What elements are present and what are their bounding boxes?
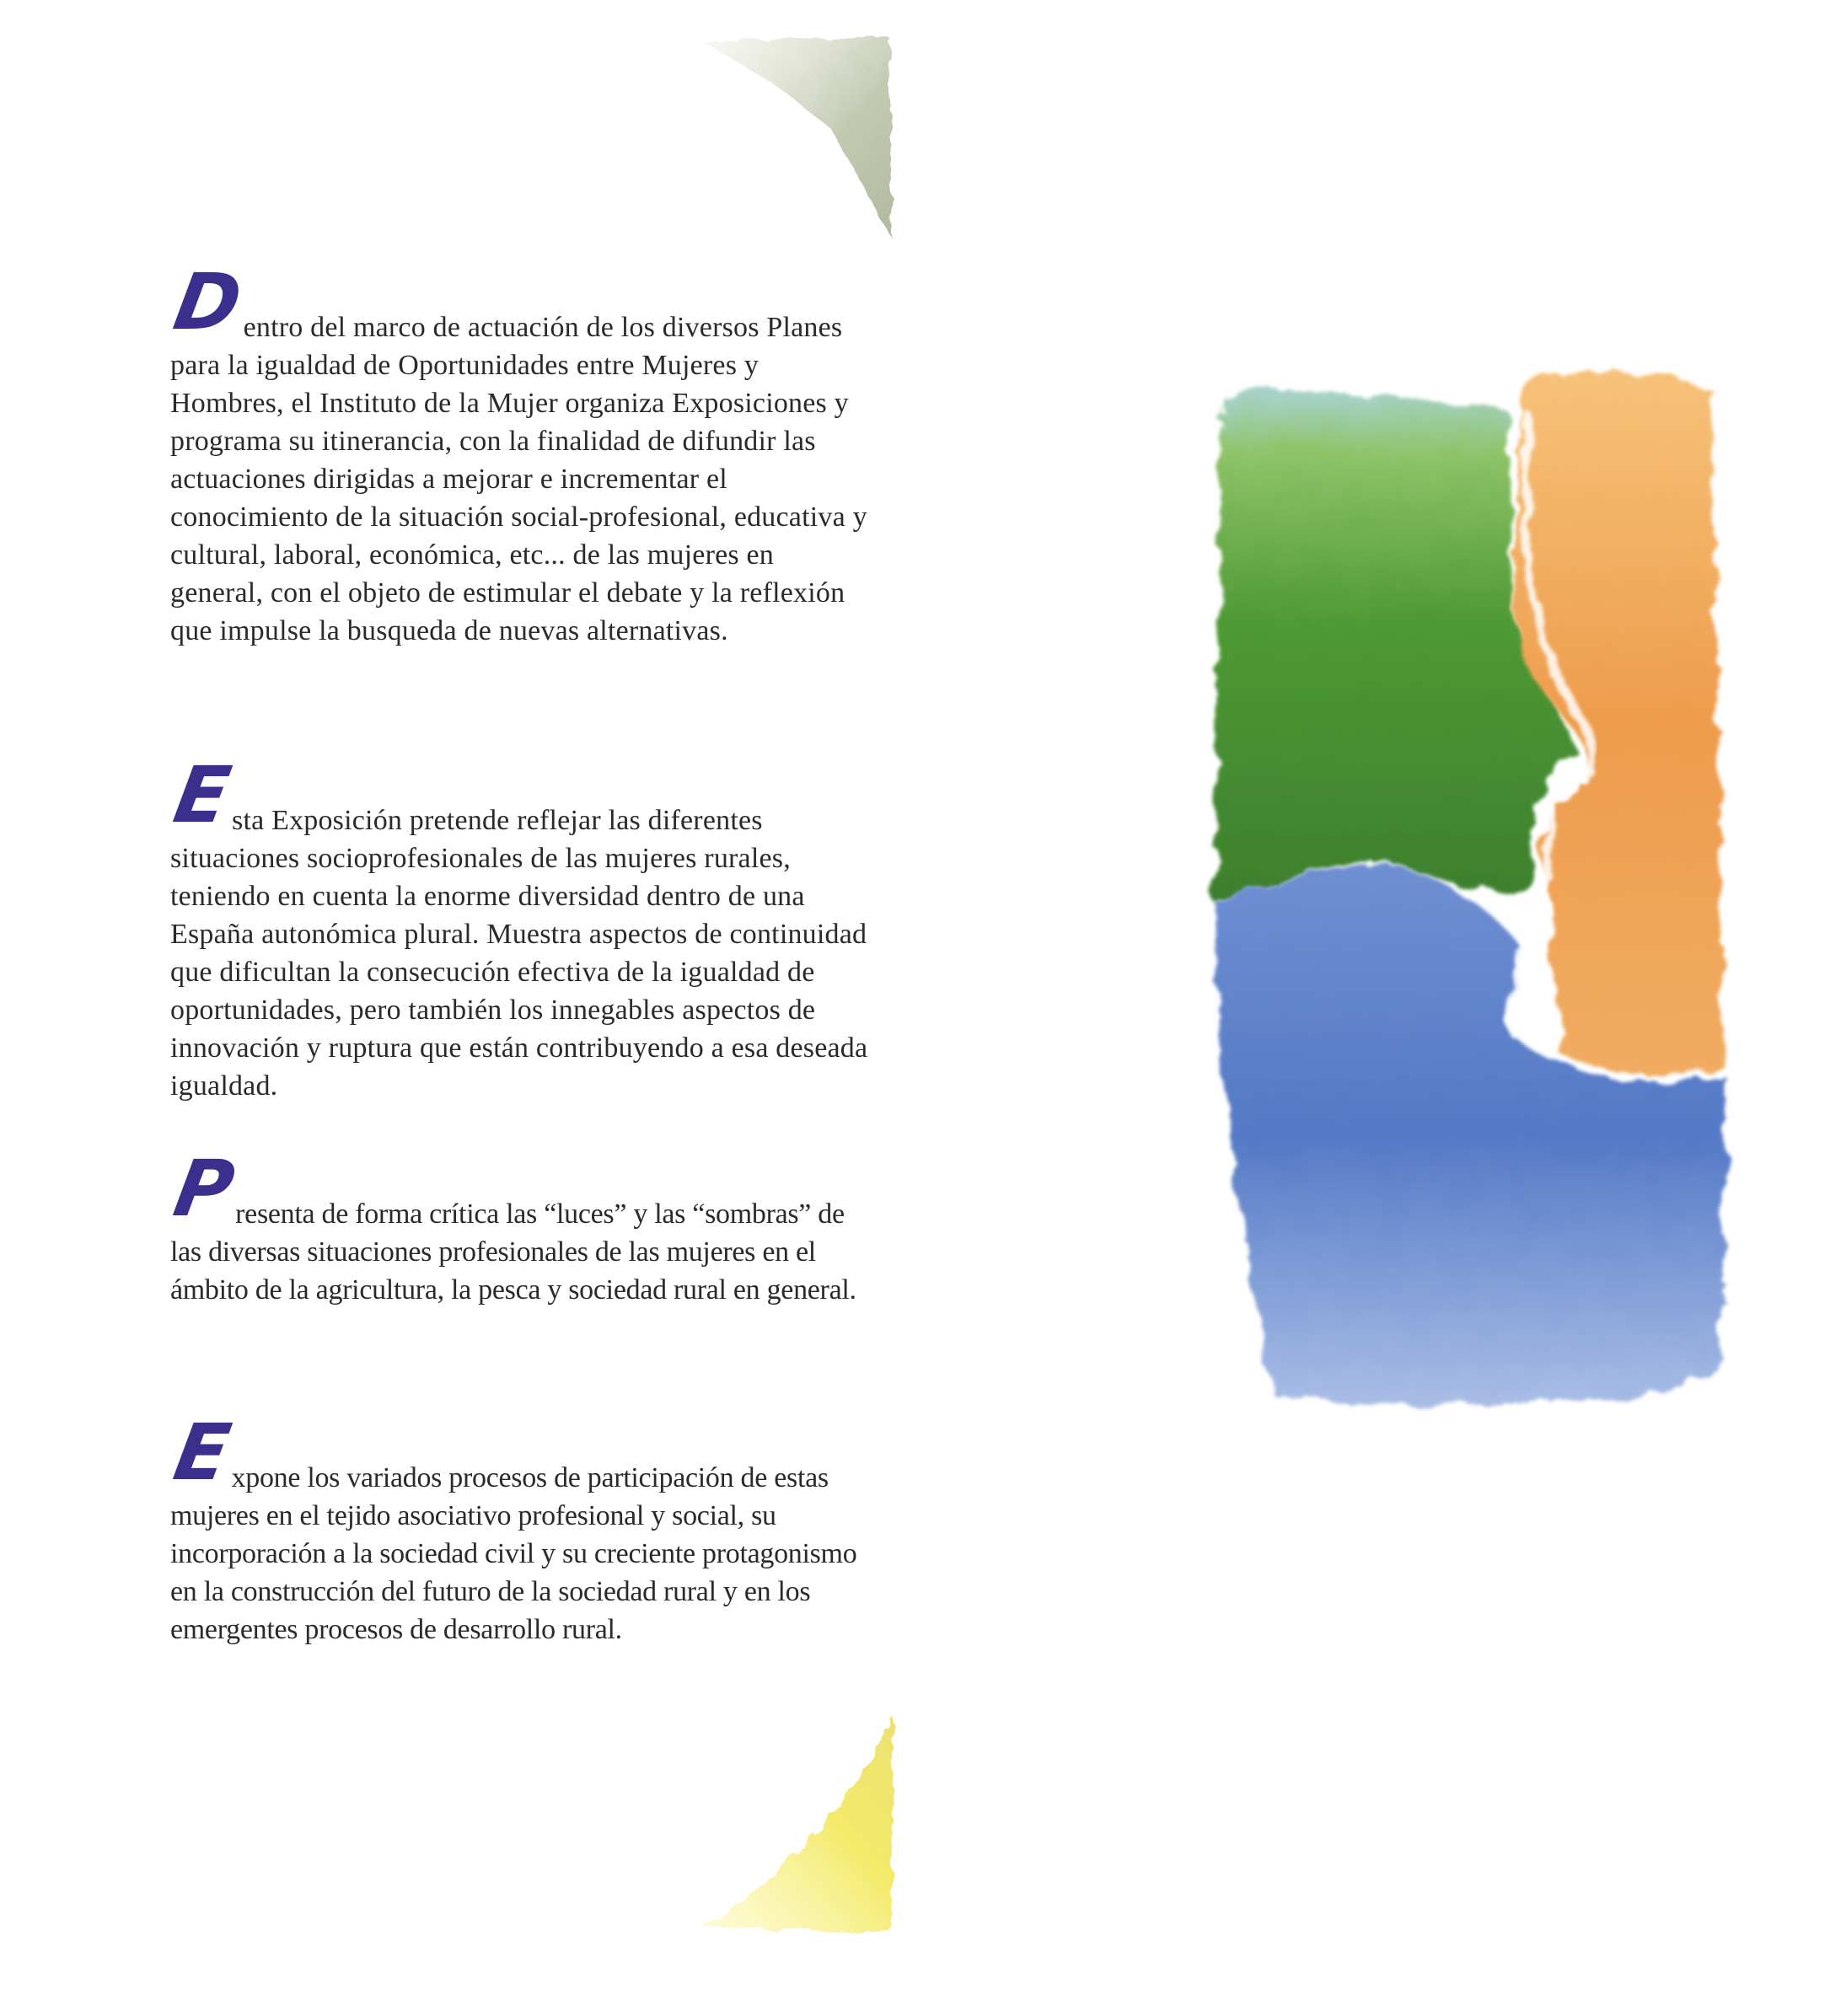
paragraph-text: sta Exposición pretende reflejar las diferentes situaciones socioprofesionales de las mujeres rurales, teniendo en cuenta la enorme diversidad dentro de una España autonómica plural. Muestra aspectos de continuidad que dificultan la consecución efectiva de la igualdad de oportunidades, pero también los innegables aspectos de innovación y ruptura que están contribuyendo a esa deseada igualdad. bbox=[170, 805, 868, 1102]
paragraph-4 bbox=[168, 1407, 870, 1649]
drop-cap-initial: E bbox=[168, 1407, 237, 1498]
drop-cap-initial: P bbox=[168, 1144, 241, 1234]
drop-cap-initial: D bbox=[168, 257, 249, 347]
paragraph-text: resenta de forma crítica las “luces” y las “sombras” de las diversas situaciones profesionales de las mujeres en el ámbito de la agricultura, la pesca y sociedad rural en general. bbox=[170, 1198, 856, 1306]
paragraph-text: xpone los variados procesos de participación de estas mujeres en el tejido asociativo profesional y social, su incorporación a la sociedad civil y su creciente protagonismo en la construcción del futuro de la sociedad rural y en los emergentes procesos de desarrollo rural. bbox=[170, 1462, 857, 1645]
watercolor-profile-illustration bbox=[1205, 362, 1745, 1412]
decorative-corner-bottom bbox=[695, 1711, 898, 1934]
paragraph-3 bbox=[168, 1144, 870, 1309]
paragraph-text: entro del marco de actuación de los diversos Planes para la igualdad de Oportunidades entre Mujeres y Hombres, el Instituto de la Mujer organiza Exposiciones y programa su itinerancia, con la finalidad de difundir las actuaciones dirigidas a mejorar e incrementar el conocimiento de la situación social-profesional, educativa y cultural, laboral, económica, etc... de las mujeres en general, con el objeto de estimular el debate y la reflexión que impulse la busqueda de nuevas alternativas. bbox=[170, 312, 867, 646]
paragraph-1 bbox=[168, 257, 870, 650]
decorative-corner-top bbox=[695, 35, 898, 242]
drop-cap-initial: E bbox=[168, 750, 237, 840]
paragraph-2 bbox=[168, 750, 870, 1105]
